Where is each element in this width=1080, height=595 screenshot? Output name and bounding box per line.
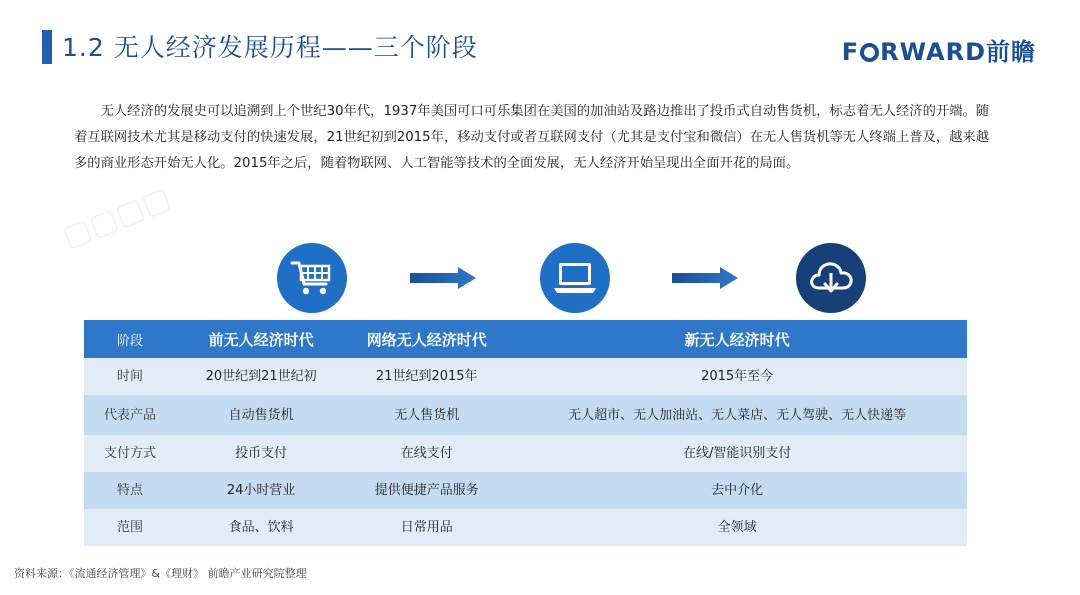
table-cell: 自动售货机	[176, 395, 346, 435]
arrow-right-icon	[672, 267, 738, 289]
forward-logo: F RWARD前瞻	[841, 38, 1036, 66]
row-label: 支付方式	[84, 435, 176, 472]
table-header-cell: 网络无人经济时代	[346, 320, 507, 358]
table-row	[84, 435, 967, 472]
table-cell: 2015年至今	[507, 358, 967, 395]
table-cell: 在线支付	[346, 435, 507, 472]
table-cell: 全领域	[507, 509, 967, 546]
table-row	[84, 358, 967, 395]
shopping-cart-icon	[277, 243, 347, 313]
logo-o-ring	[860, 43, 879, 62]
page-title: 1.2 无人经济发展历程——三个阶段	[62, 33, 478, 62]
table-header-cell: 阶段	[84, 320, 176, 358]
watermark: ▢▢▢▢	[57, 180, 176, 255]
laptop-icon	[540, 243, 610, 313]
table-cell: 食品、饮料	[176, 509, 346, 546]
table-cell: 投币支付	[176, 435, 346, 472]
intro-paragraph: 无人经济的发展史可以追溯到上个世纪30年代，1937年美国可口可乐集团在美国的加油站及路边推出了投币式自动售货机，标志着无人经济的开端。随着互联网技术尤其是移动支付的快速发展，21世纪初到2015年，移动支付或者互联网支付（尤其是支付宝和微信）在无人售货机等无人终端上普及，越来越多的商业形态开始无人化。2015年之后，随着物联网、人工智能等技术的全面发展，无人经济开始呈现出全面开花的局面。	[74, 104, 990, 171]
cloud-download-icon	[796, 243, 866, 313]
table-cell: 去中介化	[507, 472, 967, 509]
table-row	[84, 509, 967, 546]
table-row	[84, 472, 967, 509]
row-label: 特点	[84, 472, 176, 509]
table-cell: 20世纪到21世纪初	[176, 358, 346, 395]
source-note: 资料来源：《流通经济管理》&《理财》 前瞻产业研究院整理	[14, 567, 307, 580]
row-label: 代表产品	[84, 395, 176, 435]
table-cell: 无人售货机	[346, 395, 507, 435]
table-cell: 24小时营业	[176, 472, 346, 509]
table-header-cell: 新无人经济时代	[507, 320, 967, 358]
table-cell: 无人超市、无人加油站、无人菜店、无人驾驶、无人快递等	[507, 395, 967, 435]
stages-table	[84, 320, 967, 546]
row-label: 时间	[84, 358, 176, 395]
arrow-right-icon	[410, 267, 476, 289]
row-label: 范围	[84, 509, 176, 546]
table-cell: 21世纪到2015年	[346, 358, 507, 395]
table-header-cell: 前无人经济时代	[176, 320, 346, 358]
table-row	[84, 395, 967, 435]
table-cell: 提供便捷产品服务	[346, 472, 507, 509]
table-cell: 日常用品	[346, 509, 507, 546]
title-accent-bar	[42, 30, 52, 64]
table-cell: 在线/智能识别支付	[507, 435, 967, 472]
table-header-row	[84, 320, 967, 358]
